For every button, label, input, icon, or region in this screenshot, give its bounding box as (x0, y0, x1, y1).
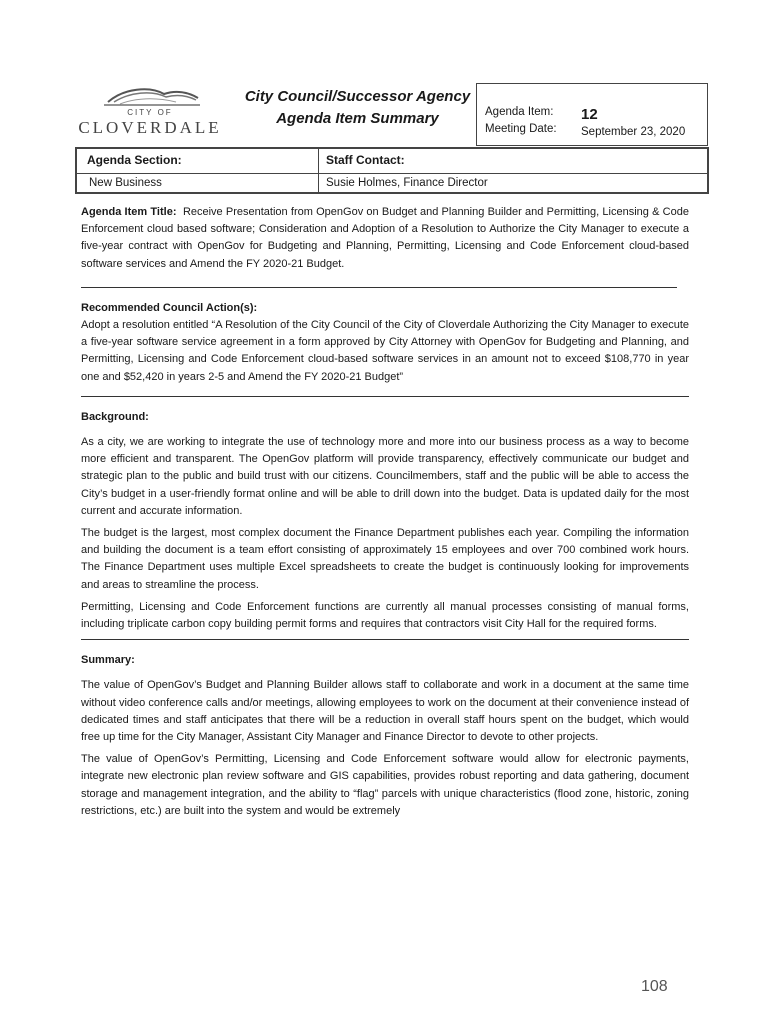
table-divider-vertical (318, 149, 319, 192)
background-paragraph: As a city, we are working to integrate the use of technology more and more into our business process as a way to become more efficient and transparent. The OpenGov platform will provide transparency, effectively communicate our budget and strategic plan to the public and build trust with our citizens. Councilmembers, staff and the public will be able to access the City’s budget in a user-friendly format online and will be able to drill down into the budget. Data is updated daily for the most current and accurate information. (81, 436, 689, 517)
logo-city-of: CITY OF (127, 108, 173, 117)
hills-logo-icon (80, 84, 220, 108)
agenda-section-label: Agenda Section: (87, 153, 182, 167)
agenda-item-number: 12 (581, 106, 598, 123)
agenda-item-box (476, 83, 708, 146)
divider (81, 639, 689, 640)
document-body (81, 204, 689, 825)
title-line-1: City Council/Successor Agency (244, 88, 471, 105)
agenda-item-title-label: Agenda Item Title: (81, 206, 177, 218)
summary-heading: Summary: (81, 654, 135, 667)
background-heading: Background: (81, 410, 149, 423)
background-paragraph: The budget is the largest, most complex document the Finance Department publishes each year. Compiling the information and building the document is a team effort consisting of approximately 15 employees and over 700 combined work hours. The Finance Department uses multiple Excel spreadsheets to create the budget is continuously looking for improvements and areas to streamline the process. (81, 527, 689, 591)
agenda-section-value: New Business (89, 177, 162, 189)
page-number: 108 (641, 978, 668, 995)
document-title (240, 86, 475, 130)
agenda-item-label: Agenda Item: (485, 106, 554, 118)
city-logo (70, 84, 230, 144)
agenda-item-title-text: Receive Presentation from OpenGov on Budget and Planning Builder and Permitting, Licensing & Code Enforcement cloud based software; Consideration and Adoption of a Resolution to Authorize the City Manager to execute a five-year contract with OpenGov for Budgeting and Planning, Permitting, Licensing and Code Enforcement cloud-based software services and Amend the FY 2020-21 Budget. (81, 206, 689, 270)
staff-contact-value: Susie Holmes, Finance Director (326, 177, 488, 189)
recommended-action-text: Adopt a resolution entitled “A Resolution of the City Council of the City of Cloverdale Authorizing the City Manager to execute a five-year software service agreement in a form approved by City Attorney with OpenGov for Budgeting and Planning, and Permitting, Licensing and Code Enforcement cloud-based software services in an amount not to exceed $108,770 in year one and $52,420 in years 2-5 and Amend the FY 2020-21 Budget” (81, 319, 689, 383)
summary-paragraph: The value of OpenGov’s Permitting, Licensing and Code Enforcement software would allow for electronic payments, integrate new electronic plan review software and GIS capabilities, provides robust reporting and data gathering, document storage and management integration, and the ability to “flag” parcels with unique characteristics (flood zone, historic, zoning restrictions, etc.) are built into the system and would be extremely (81, 753, 689, 817)
divider (81, 287, 677, 288)
divider (81, 396, 689, 397)
section-table (75, 147, 709, 194)
agenda-item-title (81, 204, 689, 273)
meeting-date-label: Meeting Date: (485, 123, 557, 135)
title-line-2: Agenda Item Summary (276, 110, 439, 127)
staff-contact-label: Staff Contact: (326, 153, 405, 167)
summary-paragraph: The value of OpenGov’s Budget and Planning Builder allows staff to collaborate and work in a document at the same time without video conference calls and/or meetings, allowing employees to work on the document at their convenience instead of dedicated times and staff anticipates that there will be a reduction in overall staff hours spent on the budget, which would free up time for the City Manager, Assistant City Manager and Finance Director to devote to other projects. (81, 679, 689, 744)
table-divider-horizontal (77, 173, 707, 174)
logo-city-name: CLOVERDALE (78, 118, 222, 137)
meeting-date-value: September 23, 2020 (581, 126, 686, 138)
recommended-action-heading: Recommended Council Action(s): (81, 301, 258, 314)
background-paragraph: Permitting, Licensing and Code Enforcement functions are currently all manual processes consisting of manual forms, including triplicate carbon copy building permit forms and requires that contractors visit City Hall for the required forms. (81, 600, 689, 631)
